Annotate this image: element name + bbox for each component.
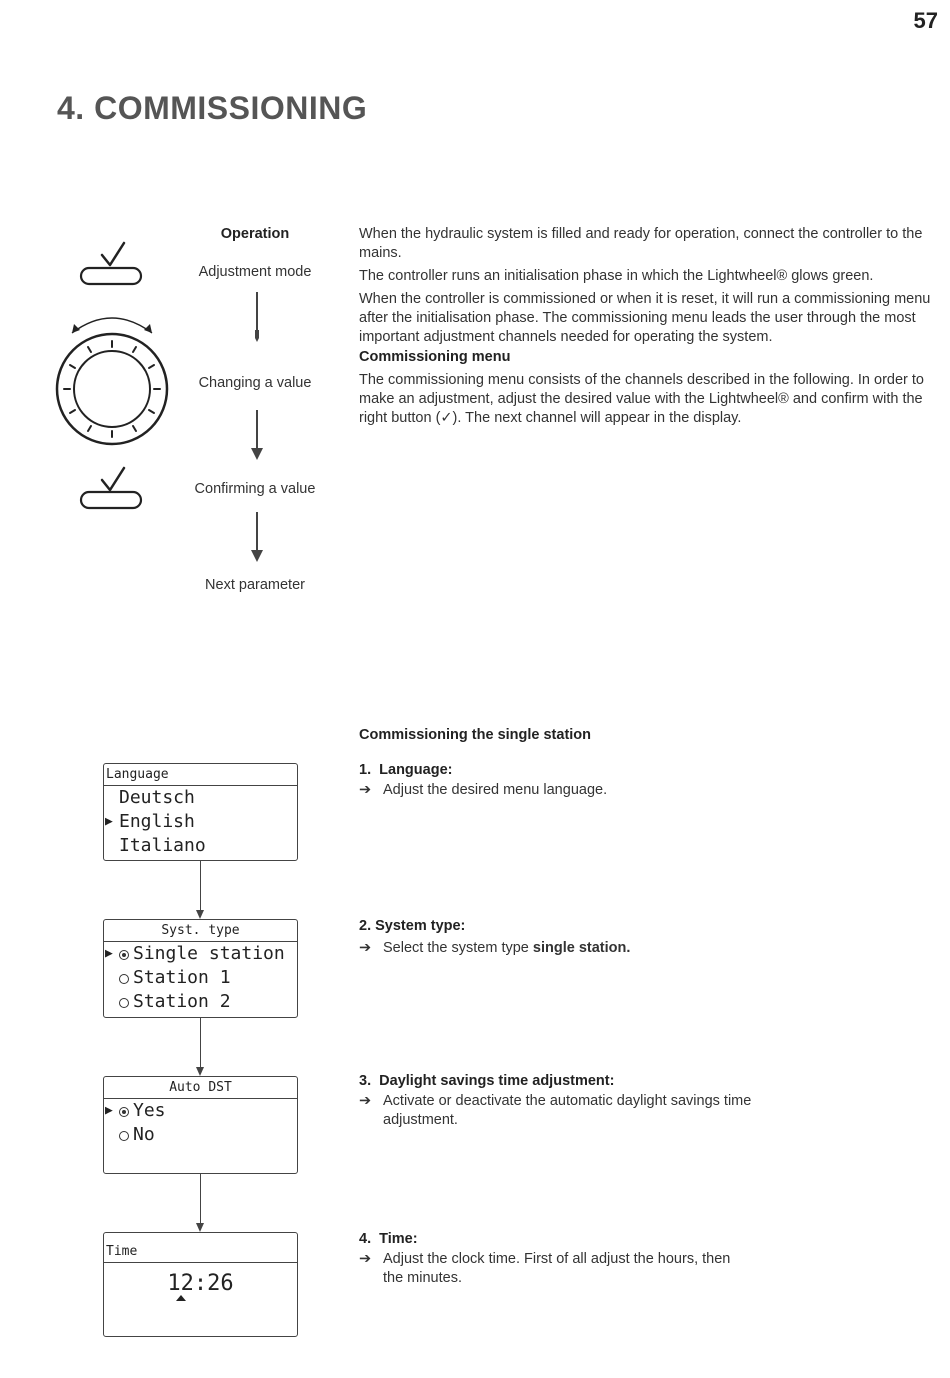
page-number: 57	[913, 8, 938, 33]
step-changing-value: Changing a value	[198, 375, 312, 391]
operation-heading: Operation	[220, 226, 290, 242]
down-arrow-icon	[255, 410, 259, 462]
pointer-icon: ▶	[105, 814, 113, 829]
step-time	[359, 1231, 759, 1288]
commissioning-menu-heading: Commissioning menu	[359, 349, 511, 365]
system-type-screen	[103, 919, 298, 1018]
check-button-top-icon	[81, 243, 141, 284]
step-number: 4.	[359, 1231, 372, 1247]
step-title: Language:	[379, 762, 453, 778]
step-text: Activate or deactivate the automatic daylight savings time adjustment.	[383, 1093, 752, 1128]
intro-paragraph-1: When the hydraulic system is filled and ready for operation, connect the controller to the mains.	[359, 226, 923, 261]
right-arrow-icon: ➔	[359, 940, 372, 956]
menu-option-selected[interactable]: ▶ English	[105, 811, 195, 832]
caret-up-icon	[176, 1295, 186, 1301]
step-title: Daylight savings time adjustment:	[379, 1073, 615, 1089]
lightwheel-icon	[57, 318, 167, 444]
menu-option[interactable]: Deutsch	[119, 787, 195, 808]
radio-on-icon	[119, 950, 129, 960]
down-arrow-icon	[255, 512, 259, 564]
step-system-type	[359, 918, 759, 958]
step-title: Time:	[379, 1231, 418, 1247]
check-button-bottom-icon	[81, 468, 141, 508]
radio-option[interactable]: Station 2	[104, 990, 297, 1014]
step-text: Adjust the clock time. First of all adjust the hours, then the minutes.	[383, 1251, 731, 1286]
screen-title: Time	[104, 1241, 297, 1263]
connector-arrow-icon	[196, 1067, 204, 1076]
pointer-icon: ▶	[105, 946, 113, 961]
language-screen	[103, 763, 298, 861]
screen-title: Syst. type	[104, 920, 297, 942]
step-language	[359, 762, 759, 800]
right-arrow-icon: ➔	[359, 1251, 372, 1267]
operation-graphic	[50, 235, 180, 525]
radio-off-icon	[119, 998, 129, 1008]
time-value[interactable]: 12:26	[104, 1271, 297, 1296]
radio-option-selected[interactable]: ▶ Yes	[105, 1100, 166, 1121]
connector-line	[200, 1017, 201, 1069]
right-arrow-icon: ➔	[359, 1093, 372, 1109]
pointer-icon: ▶	[105, 1103, 113, 1118]
time-screen	[103, 1232, 298, 1337]
connector-line	[200, 860, 201, 912]
connector-arrow-icon	[196, 910, 204, 919]
step-text: Adjust the desired menu language.	[383, 782, 608, 798]
intro-text	[359, 225, 944, 351]
screen-title: Language	[104, 764, 297, 786]
step-adjustment-mode: Adjustment mode	[198, 264, 312, 280]
step-number: 1.	[359, 762, 372, 778]
intro-paragraph-2: The controller runs an initialisation phase in which the Lightwheel® glows green.	[359, 268, 874, 284]
radio-option[interactable]: Station 1	[104, 966, 297, 990]
radio-on-icon	[119, 1107, 129, 1117]
step-confirming-value: Confirming a value	[194, 481, 316, 497]
chapter-title: 4. COMMISSIONING	[57, 90, 368, 126]
radio-option[interactable]: No	[104, 1123, 297, 1147]
step-text-bold: single station.	[532, 940, 631, 956]
right-arrow-icon: ➔	[359, 782, 372, 798]
connector-line	[200, 1173, 201, 1225]
auto-dst-screen	[103, 1076, 298, 1174]
commissioning-menu-text: The commissioning menu consists of the channels described in the following. In order to make an adjustment, adjust the desired value with the Lightwheel® and confirm with the right button (✓). The next channel will appear in the display.	[359, 372, 924, 426]
radio-option-selected[interactable]: ▶ Single station	[105, 943, 285, 964]
radio-off-icon	[119, 974, 129, 984]
step-dst	[359, 1073, 759, 1130]
radio-off-icon	[119, 1131, 129, 1141]
step-number: 2.	[359, 918, 372, 934]
screen-title: Auto DST	[104, 1077, 297, 1099]
single-station-heading: Commissioning the single station	[359, 727, 592, 743]
menu-option[interactable]: Italiano	[119, 835, 206, 856]
connector-arrow-icon	[196, 1223, 204, 1232]
intro-paragraph-3: When the controller is commissioned or when it is reset, it will run a commissioning menu after the initialisation phase. The commissioning menu leads the user through the most important adjustment channels needed for operating the system.	[359, 291, 931, 345]
step-title: System type:	[375, 918, 466, 934]
step-text: Select the system type	[383, 940, 533, 956]
step-number: 3.	[359, 1073, 372, 1089]
step-next-parameter: Next parameter	[205, 577, 305, 593]
down-arrow-icon	[255, 292, 259, 344]
